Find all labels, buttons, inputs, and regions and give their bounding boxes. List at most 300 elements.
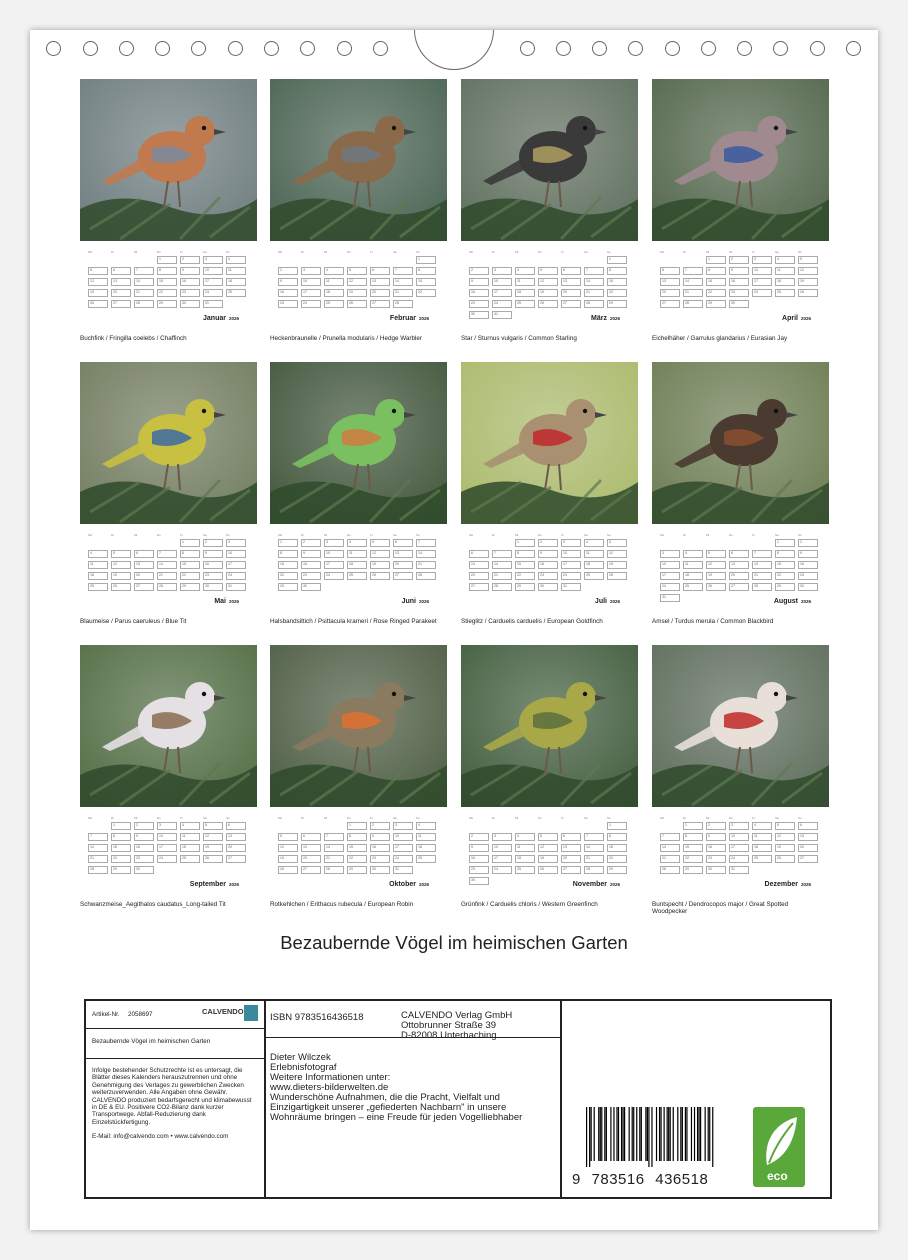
weekday-label: Do xyxy=(347,250,351,254)
day-cell: 3 xyxy=(492,267,512,275)
day-cell: 7 xyxy=(683,267,703,275)
day-cell: 21 xyxy=(134,289,154,297)
day-cell: 11 xyxy=(515,844,535,852)
day-cell: 22 xyxy=(775,572,795,580)
day-cell: 12 xyxy=(538,844,558,852)
day-cell: 29 xyxy=(706,300,726,308)
day-cell: 3 xyxy=(226,539,246,547)
day-cell: 9 xyxy=(301,550,321,558)
day-cell: 19 xyxy=(538,855,558,863)
day-cell: 8 xyxy=(416,267,436,275)
day-cell: 14 xyxy=(660,844,680,852)
day-cell: 1 xyxy=(278,539,298,547)
day-cell: 15 xyxy=(416,278,436,286)
day-cell: 25 xyxy=(416,855,436,863)
month-12 xyxy=(652,645,829,915)
day-cell: 8 xyxy=(180,550,200,558)
calendar-grid xyxy=(469,533,621,595)
day-cell: 16 xyxy=(469,855,489,863)
day-cell: 21 xyxy=(492,572,512,580)
weekday-label: So xyxy=(416,816,420,820)
month-year: 2026 xyxy=(609,882,620,887)
contact-text: E-Mail: info@calvendo.com • www.calvendo.com xyxy=(92,1133,229,1140)
day-cell: 13 xyxy=(729,561,749,569)
robin-photo xyxy=(270,645,447,807)
day-cell: 2 xyxy=(729,256,749,264)
day-cell: 18 xyxy=(515,289,535,297)
day-cell: 3 xyxy=(561,539,581,547)
day-cell: 15 xyxy=(111,844,131,852)
calvendo-logo: CALVENDO xyxy=(202,1007,244,1016)
day-cell: 16 xyxy=(798,561,818,569)
day-cell: 14 xyxy=(157,561,177,569)
weekday-label: Mi xyxy=(515,250,519,254)
day-cell: 2 xyxy=(469,833,489,841)
month-year: 2026 xyxy=(800,316,811,321)
day-cell: 2 xyxy=(370,822,390,830)
day-cell: 18 xyxy=(752,844,772,852)
month-name xyxy=(389,881,429,888)
day-cell: 28 xyxy=(660,866,680,874)
day-cell: 24 xyxy=(324,572,344,580)
day-cell: 24 xyxy=(301,300,321,308)
day-cell: 25 xyxy=(775,289,795,297)
binding-ring xyxy=(264,41,279,56)
month-year: 2026 xyxy=(609,316,620,321)
day-cell: 29 xyxy=(607,300,627,308)
weekday-label: Fr xyxy=(180,816,183,820)
weekday-label: Fr xyxy=(561,816,564,820)
weekday-label: Sa xyxy=(775,250,779,254)
day-cell: 13 xyxy=(301,844,321,852)
eco-label: eco xyxy=(767,1169,788,1183)
day-cell: 5 xyxy=(607,539,627,547)
day-cell: 3 xyxy=(203,256,223,264)
day-cell: 14 xyxy=(88,844,108,852)
day-cell: 16 xyxy=(706,844,726,852)
calendar-title: Bezaubernde Vögel im heimischen Garten xyxy=(280,932,628,953)
day-cell: 29 xyxy=(347,866,367,874)
day-cell: 21 xyxy=(584,855,604,863)
bird-caption: Buchfink / Fringilla coelebs / Chaffinch xyxy=(80,335,187,342)
weekday-label: Mo xyxy=(88,816,93,820)
weekday-label: So xyxy=(607,533,611,537)
weekday-label: Di xyxy=(301,816,304,820)
barcode-digit-prefix: 9 xyxy=(572,1171,581,1188)
day-cell: 15 xyxy=(180,561,200,569)
month-label: März xyxy=(591,315,607,322)
month-7 xyxy=(461,362,638,625)
day-cell: 30 xyxy=(203,583,223,591)
day-cell: 27 xyxy=(729,583,749,591)
day-cell: 6 xyxy=(798,822,818,830)
weekday-label: Sa xyxy=(775,816,779,820)
day-cell: 9 xyxy=(278,278,298,286)
day-cell: 7 xyxy=(492,550,512,558)
day-cell: 30 xyxy=(469,877,489,885)
day-cell: 28 xyxy=(492,583,512,591)
weekday-label: Sa xyxy=(584,816,588,820)
day-cell: 4 xyxy=(515,833,535,841)
legal-text: Infolge bestehender Schutzrechte ist es untersagt, die Blätter dieses Kalenders herauszutrennen und ohne Genehmigung des Verlages zu gewerblichen Zwecken weiterzuverwenden. Alle Angaben ohne Gewähr. CALVENDO produziert bedarfsgerecht und klimabewusst in DE & EU. Positivere CO2-Bilanz dank kurzer Transportwege. Abfall-Reduzierung dank Einzelstückfertigung. xyxy=(92,1067,252,1126)
day-cell: 31 xyxy=(203,300,223,308)
weekday-label: Mo xyxy=(278,533,283,537)
day-cell: 2 xyxy=(180,256,200,264)
day-cell: 26 xyxy=(278,866,298,874)
day-cell: 11 xyxy=(416,833,436,841)
weekday-label: Di xyxy=(492,816,495,820)
day-cell: 17 xyxy=(324,561,344,569)
weekday-label: Mi xyxy=(706,533,710,537)
day-cell: 18 xyxy=(775,278,795,286)
calendar-grid xyxy=(278,533,430,595)
day-cell: 13 xyxy=(393,550,413,558)
greenfinch-photo xyxy=(461,645,638,807)
calendar-grid xyxy=(88,816,240,878)
day-cell: 11 xyxy=(584,550,604,558)
day-cell: 10 xyxy=(492,844,512,852)
day-cell: 16 xyxy=(134,844,154,852)
day-cell: 7 xyxy=(134,267,154,275)
day-cell: 26 xyxy=(370,572,390,580)
day-cell: 10 xyxy=(203,267,223,275)
weekday-label: Di xyxy=(111,816,114,820)
day-cell: 7 xyxy=(584,267,604,275)
month-label: Juli xyxy=(594,598,607,605)
day-cell: 20 xyxy=(111,289,131,297)
day-cell: 1 xyxy=(416,256,436,264)
day-cell: 18 xyxy=(683,572,703,580)
bird-caption: Heckenbraunelle / Prunella modularis / Hedge Warbler xyxy=(270,335,423,342)
blue-tit-photo xyxy=(80,362,257,524)
calendar-grid xyxy=(660,816,812,878)
weekday-label: So xyxy=(607,250,611,254)
bird-caption: Stieglitz / Carduelis carduelis / European Goldfinch xyxy=(461,618,603,625)
day-cell: 24 xyxy=(492,300,512,308)
day-cell: 4 xyxy=(226,256,246,264)
day-cell: 24 xyxy=(157,855,177,863)
day-cell: 21 xyxy=(416,561,436,569)
day-cell: 15 xyxy=(775,561,795,569)
day-cell: 23 xyxy=(469,300,489,308)
weekday-label: Fr xyxy=(561,533,564,537)
day-cell: 27 xyxy=(561,866,581,874)
weekday-label: Di xyxy=(111,250,114,254)
binding-ring xyxy=(773,41,788,56)
binding-ring xyxy=(337,41,352,56)
month-8 xyxy=(652,362,829,625)
bird-caption: Rotkehlchen / Erithacus rubecula / European Robin xyxy=(270,901,414,908)
imprint-box xyxy=(84,999,832,1199)
weekday-label: Mi xyxy=(706,250,710,254)
weekday-label: Mo xyxy=(278,250,283,254)
day-cell: 13 xyxy=(561,844,581,852)
day-cell: 27 xyxy=(393,572,413,580)
day-cell: 26 xyxy=(775,855,795,863)
day-cell: 21 xyxy=(88,855,108,863)
day-cell: 30 xyxy=(469,311,489,319)
day-cell: 16 xyxy=(203,561,223,569)
day-cell: 22 xyxy=(347,855,367,863)
weekday-label: Mo xyxy=(88,533,93,537)
day-cell: 10 xyxy=(729,833,749,841)
day-cell: 23 xyxy=(706,855,726,863)
day-cell: 23 xyxy=(278,300,298,308)
day-cell: 12 xyxy=(88,278,108,286)
author-website[interactable]: www.dieters-bilderwelten.de xyxy=(270,1082,389,1093)
weekday-label: Fr xyxy=(370,250,373,254)
day-cell: 1 xyxy=(775,539,795,547)
day-cell: 25 xyxy=(347,572,367,580)
day-cell: 9 xyxy=(370,833,390,841)
day-cell: 27 xyxy=(370,300,390,308)
day-cell: 17 xyxy=(492,855,512,863)
publisher-line-3: D-82008 Unterhaching xyxy=(401,1030,497,1041)
day-cell: 3 xyxy=(324,539,344,547)
day-cell: 15 xyxy=(157,278,177,286)
short-title-row xyxy=(86,1028,264,1059)
day-cell: 28 xyxy=(88,866,108,874)
weekday-label: Di xyxy=(111,533,114,537)
day-cell: 4 xyxy=(584,539,604,547)
month-label: September xyxy=(189,881,226,888)
weekday-label: Sa xyxy=(393,250,397,254)
day-cell: 23 xyxy=(134,855,154,863)
day-cell: 16 xyxy=(278,289,298,297)
day-cell: 4 xyxy=(347,539,367,547)
day-cell: 13 xyxy=(226,833,246,841)
month-label: Februar xyxy=(389,315,416,322)
bird-caption: Eichelhäher / Garrulus glandarius / Eurasian Jay xyxy=(652,335,788,342)
day-cell: 12 xyxy=(775,833,795,841)
day-cell: 19 xyxy=(203,844,223,852)
day-cell: 29 xyxy=(683,866,703,874)
weekday-label: Fr xyxy=(180,250,183,254)
month-name xyxy=(390,315,429,322)
weekday-label: Mo xyxy=(469,533,474,537)
weekday-label: Mi xyxy=(324,250,328,254)
weekday-label: Mo xyxy=(660,533,665,537)
dunnock-photo xyxy=(270,79,447,241)
day-cell: 10 xyxy=(492,278,512,286)
author-role: Erlebnisfotograf xyxy=(270,1062,337,1073)
day-cell: 5 xyxy=(88,267,108,275)
isbn: ISBN 9783516436518 xyxy=(270,1012,364,1023)
day-cell: 2 xyxy=(203,539,223,547)
weekday-label: So xyxy=(798,533,802,537)
day-cell: 1 xyxy=(706,256,726,264)
description: Wunderschöne Aufnahmen, die die Pracht, Vielfalt und Einzigartigkeit unserer „gefiederten Nachbarn" in unsere Wohnräume bringen – eine Freude für jeden Vogelliebhaber xyxy=(270,1092,523,1124)
day-cell: 29 xyxy=(111,866,131,874)
day-cell: 7 xyxy=(324,833,344,841)
day-cell: 5 xyxy=(203,822,223,830)
day-cell: 12 xyxy=(607,550,627,558)
day-cell: 15 xyxy=(515,561,535,569)
calendar-grid xyxy=(660,533,812,599)
day-cell: 12 xyxy=(706,561,726,569)
calendar-grid xyxy=(469,816,621,882)
day-cell: 28 xyxy=(584,866,604,874)
calendar-grid xyxy=(278,250,430,312)
weekday-label: Do xyxy=(347,533,351,537)
calendar-grid xyxy=(88,533,240,595)
leaf-icon xyxy=(753,1111,805,1171)
day-cell: 11 xyxy=(515,278,535,286)
weekday-label: So xyxy=(226,816,230,820)
day-cell: 4 xyxy=(752,822,772,830)
weekday-label: Fr xyxy=(561,250,564,254)
month-year: 2026 xyxy=(609,599,620,604)
day-cell: 28 xyxy=(752,583,772,591)
day-cell: 20 xyxy=(660,289,680,297)
day-cell: 9 xyxy=(798,550,818,558)
day-cell: 15 xyxy=(683,844,703,852)
day-cell: 22 xyxy=(180,572,200,580)
day-cell: 26 xyxy=(538,866,558,874)
day-cell: 13 xyxy=(370,278,390,286)
day-cell: 18 xyxy=(584,561,604,569)
binding-ring xyxy=(665,41,680,56)
weekday-label: Do xyxy=(538,250,542,254)
day-cell: 23 xyxy=(729,289,749,297)
day-cell: 5 xyxy=(538,833,558,841)
day-cell: 17 xyxy=(301,289,321,297)
bird-caption: Star / Sturnus vulgaris / Common Starling xyxy=(461,335,577,342)
day-cell: 8 xyxy=(775,550,795,558)
day-cell: 22 xyxy=(683,855,703,863)
day-cell: 24 xyxy=(561,572,581,580)
binding-ring xyxy=(556,41,571,56)
day-cell: 18 xyxy=(180,844,200,852)
weekday-label: Sa xyxy=(393,816,397,820)
day-cell: 22 xyxy=(157,289,177,297)
day-cell: 8 xyxy=(683,833,703,841)
day-cell: 1 xyxy=(607,256,627,264)
weekday-label: Di xyxy=(683,816,686,820)
article-label: Artikel-Nr. xyxy=(92,1011,120,1018)
day-cell: 1 xyxy=(515,539,535,547)
weekday-label: Di xyxy=(683,533,686,537)
day-cell: 14 xyxy=(492,561,512,569)
weekday-label: Fr xyxy=(752,816,755,820)
day-cell: 29 xyxy=(515,583,535,591)
day-cell: 6 xyxy=(393,539,413,547)
day-cell: 21 xyxy=(584,289,604,297)
day-cell: 3 xyxy=(157,822,177,830)
month-4 xyxy=(652,79,829,342)
day-cell: 26 xyxy=(706,583,726,591)
day-cell: 8 xyxy=(706,267,726,275)
month-year: 2026 xyxy=(800,599,811,604)
day-cell: 9 xyxy=(203,550,223,558)
day-cell: 21 xyxy=(752,572,772,580)
month-year: 2026 xyxy=(228,599,239,604)
weekday-label: So xyxy=(226,533,230,537)
day-cell: 1 xyxy=(157,256,177,264)
day-cell: 25 xyxy=(88,583,108,591)
day-cell: 7 xyxy=(157,550,177,558)
day-cell: 3 xyxy=(301,267,321,275)
day-cell: 21 xyxy=(157,572,177,580)
day-cell: 10 xyxy=(226,550,246,558)
month-name xyxy=(782,315,811,322)
day-cell: 1 xyxy=(180,539,200,547)
day-cell: 6 xyxy=(134,550,154,558)
day-cell: 27 xyxy=(111,300,131,308)
day-cell: 5 xyxy=(347,267,367,275)
day-cell: 20 xyxy=(798,844,818,852)
day-cell: 31 xyxy=(660,594,680,602)
day-cell: 7 xyxy=(584,833,604,841)
bird-caption: Buntspecht / Dendrocopos major / Great Spotted Woodpecker xyxy=(652,901,789,915)
day-cell: 22 xyxy=(706,289,726,297)
day-cell: 17 xyxy=(660,572,680,580)
day-cell: 23 xyxy=(370,855,390,863)
day-cell: 25 xyxy=(683,583,703,591)
weekday-label: Sa xyxy=(775,533,779,537)
day-cell: 19 xyxy=(111,572,131,580)
blackbird-photo xyxy=(652,362,829,524)
weekday-label: Sa xyxy=(584,533,588,537)
day-cell: 13 xyxy=(660,278,680,286)
isbn-row xyxy=(266,1001,560,1041)
day-cell: 14 xyxy=(324,844,344,852)
day-cell: 31 xyxy=(561,583,581,591)
weekday-label: Di xyxy=(683,250,686,254)
weekday-label: Do xyxy=(538,533,542,537)
day-cell: 25 xyxy=(584,572,604,580)
day-cell: 7 xyxy=(752,550,772,558)
eco-badge xyxy=(753,1107,805,1187)
month-label: November xyxy=(572,881,607,888)
day-cell: 3 xyxy=(660,550,680,558)
day-cell: 21 xyxy=(393,289,413,297)
weekday-label: Fr xyxy=(370,533,373,537)
day-cell: 9 xyxy=(180,267,200,275)
day-cell: 19 xyxy=(538,289,558,297)
month-year: 2026 xyxy=(418,599,429,604)
day-cell: 30 xyxy=(706,866,726,874)
day-cell: 1 xyxy=(683,822,703,830)
binding-ring xyxy=(628,41,643,56)
day-cell: 14 xyxy=(752,561,772,569)
day-cell: 25 xyxy=(515,866,535,874)
binding-ring xyxy=(191,41,206,56)
day-cell: 9 xyxy=(538,550,558,558)
weekday-label: Fr xyxy=(180,533,183,537)
day-cell: 2 xyxy=(798,539,818,547)
day-cell: 2 xyxy=(134,822,154,830)
day-cell: 31 xyxy=(729,866,749,874)
day-cell: 26 xyxy=(347,300,367,308)
day-cell: 31 xyxy=(393,866,413,874)
day-cell: 10 xyxy=(157,833,177,841)
day-cell: 23 xyxy=(538,572,558,580)
day-cell: 20 xyxy=(469,572,489,580)
day-cell: 16 xyxy=(538,561,558,569)
day-cell: 19 xyxy=(706,572,726,580)
day-cell: 9 xyxy=(469,844,489,852)
day-cell: 12 xyxy=(798,267,818,275)
month-3 xyxy=(461,79,638,342)
day-cell: 30 xyxy=(729,300,749,308)
day-cell: 6 xyxy=(729,550,749,558)
calendar-grid xyxy=(88,250,240,312)
day-cell: 17 xyxy=(729,844,749,852)
weekday-label: Sa xyxy=(203,533,207,537)
weekday-label: Mi xyxy=(324,816,328,820)
day-cell: 22 xyxy=(278,572,298,580)
